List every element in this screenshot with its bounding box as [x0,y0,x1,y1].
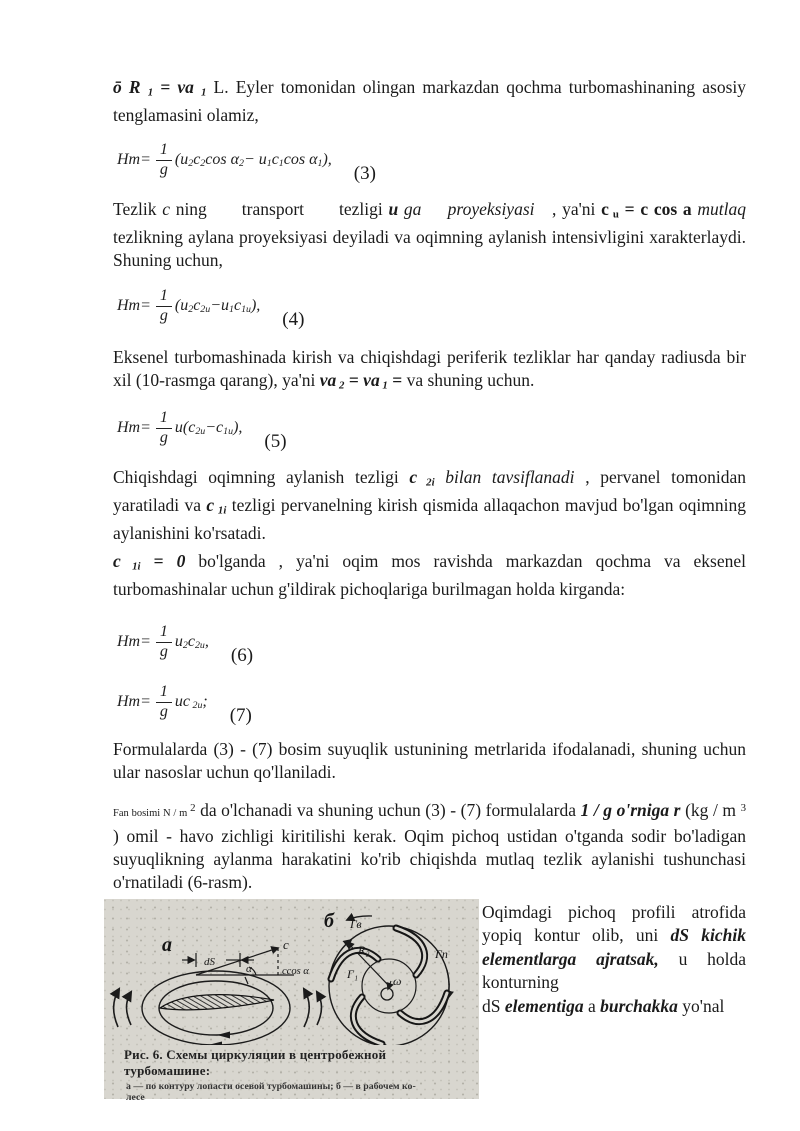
paragraph-euler-intro: ō R 1 = va 1 L. Eyler tomonidan olingan markazdan qochma turbomashinaning asosiy tenglamasini olamiz, [113,77,746,125]
formula-body: u2c2u, [174,632,209,652]
fraction-1-over-g [156,684,172,721]
paragraph-transport-velocity: Tezlik c ning transport tezligi u ga proyeksiyasi , ya'ni c u = c cos a mutlaq tezlikning aylana proyeksiyasi deyiladi va oqimning aylanish intensivligini xarakterlaydi. Shuning uchun, [113,199,746,270]
airfoil-panel [114,934,322,1045]
formula-number: (5) [264,431,287,452]
paragraph-fan-pressure: Fan bosimi N / m $^2$ da o'lchanadi va shuning uchun (3) - (7) formulalarda 1 / g o'rniga r (kg / m $^3$ ) omil - havo zichligi kiritilishi kerak. Oqim pichoq ustidan o'tganda sodir bo'ladigan suyuqlikning aylanma harakatini ko'rib chiqishda mutlaq tezlik aylanishi tushunchasi o'rnatiladi (6-rasm). [113,799,746,892]
formula-number: (6) [230,645,254,666]
fraction-numerator: 1 [156,410,172,429]
vector-c-label: c [283,937,289,952]
figure-caption-line3: лесе [126,1092,145,1103]
contour-arrow-inner [217,1032,230,1039]
figure-caption-line2: а — по контуру лопасти осевой турбомашины; б — в рабочем ко- [126,1081,416,1092]
formula-body: (u2c2cos α2− u1c1cos α1), [174,150,332,170]
fraction-1-over-g [156,410,172,447]
airfoil-profile [160,995,274,1010]
formula-number: (4) [282,309,305,330]
paragraph-axial-turbomachine: Eksenel turbomashinada kirish va chiqishdagi periferik tezliklar har qanday radiusda bir xil (10-rasmga qarang), ya'ni va 2 = va 1 = va shuning uchun. [113,347,746,391]
formula-body: (u2c2u−u1c1u), [174,296,261,316]
panel-a-label: а [162,934,172,956]
paragraph-zero-prerotation: c 1i = 0 bo'lganda , ya'ni oqim mos ravishda markazdan qochma va eksenel turbomashinalar uchun g'ildirak pichoqlariga burilmagan holda kirganda: [113,551,746,599]
formula-lhs: Hm= [117,151,151,168]
fraction-numerator: 1 [156,288,172,307]
figure-caption-title: Рис. 6. Схемы циркуляции в центробежной турбомашине: [124,1047,387,1078]
formula-3 [117,134,376,186]
formula-body: uc 2u; [174,692,208,712]
panel-b-label: б [324,910,334,932]
paragraph-contour-side-note: Oqimdagi pichoq profili atrofida yopiq kontur olib, uni dS kichik elementlarga ajratsak, u holda konturning dS elementiga a burchakka yo'nal [482,902,746,1016]
fraction-1-over-g [156,288,172,325]
figure-caption [104,1045,479,1103]
paragraph-outlet-rotation: Chiqishdagi oqimning aylanish tezligi c 2i bilan tavsiflanadi , pervanel tomonidan yaratiladi va c 1i tezligi pervanelning kirish qismida allaqachon mavjud bo'lgan oqimning aylanishini ko'rsatadi. [113,467,746,543]
alpha-label: α [246,963,252,975]
fraction-numerator: 1 [156,142,172,161]
fraction-denominator: g [159,702,168,720]
gamma-p-label: Гп [435,947,448,961]
fraction-denominator: g [159,160,168,178]
fraction-1-over-g [156,142,172,179]
figure-6 [104,899,479,1103]
ds-label: dS [204,956,215,968]
formula-6 [117,616,253,668]
formula-number: (3) [353,163,376,184]
paragraph-pressure-units: Formulalarda (3) - (7) bosim suyuqlik ustunining metrlarida ifodalanadi, shuning uchun ular nasoslar uchun qo'llaniladi. [113,739,746,782]
fraction-denominator: g [159,306,168,324]
gamma-1-label: Г₁ [347,967,358,981]
formula-lhs: Hm= [117,419,151,436]
ccos-alpha-label: ccos α [282,966,309,977]
impeller-panel [324,910,449,1045]
formula-lhs: Hm= [117,633,151,650]
fraction-denominator: g [159,428,168,446]
shaft-circle [381,988,393,1000]
fraction-numerator: 1 [156,624,172,643]
r2-label: R₂ [358,943,370,957]
formula-4 [117,280,304,332]
omega-label: ω [393,974,402,988]
formula-lhs: Hm= [117,693,151,710]
formula-7 [117,676,252,728]
formula-body: u(c2u−c1u), [174,418,243,438]
gamma-v-label: Гв [350,917,362,931]
formula-number: (7) [229,705,252,726]
figure-6-drawing [104,899,479,1045]
formula-lhs: Hm= [117,297,151,314]
formula-5 [117,402,287,454]
fraction-numerator: 1 [156,684,172,703]
fraction-1-over-g [156,624,172,661]
fraction-denominator: g [159,642,168,660]
